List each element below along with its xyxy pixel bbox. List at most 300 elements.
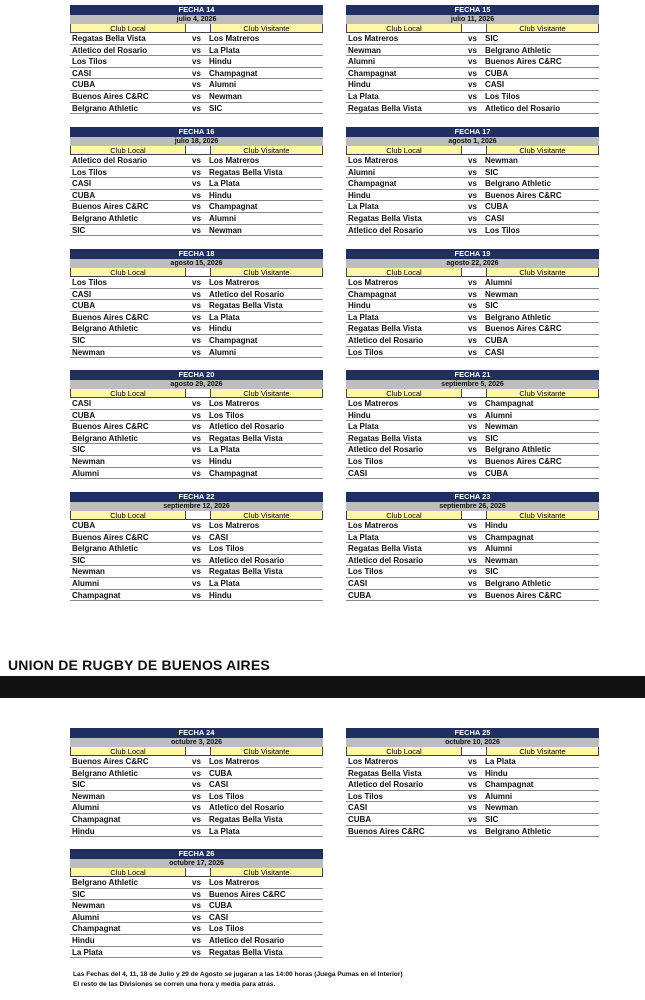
vs-label: vs <box>192 468 201 478</box>
match-row <box>346 779 599 791</box>
home-team: Champagnat <box>348 68 397 78</box>
match-row <box>70 578 323 590</box>
fixture-title: FECHA 19 <box>346 249 599 259</box>
footnote <box>73 970 403 990</box>
fixture-title: FECHA 17 <box>346 127 599 137</box>
match-row <box>70 347 323 359</box>
home-team: Belgrano Athletic <box>72 544 138 554</box>
away-team: La Plata <box>209 826 240 836</box>
match-row <box>346 826 599 838</box>
column-header-row <box>70 747 323 756</box>
away-team: Belgrano Athletic <box>485 445 551 455</box>
fixture-date: julio 4, 2026 <box>70 15 323 24</box>
home-team: CASI <box>72 289 92 299</box>
column-header-home: Club Local <box>71 511 185 519</box>
column-header-spacer <box>185 268 211 276</box>
match-row <box>346 56 599 68</box>
match-row <box>70 300 323 312</box>
column-header-row <box>346 747 599 756</box>
column-header-row <box>70 24 323 33</box>
home-team: Belgrano Athletic <box>72 433 138 443</box>
home-team: La Plata <box>72 947 103 957</box>
away-team: Champagnat <box>209 202 258 212</box>
away-team: Los Tilos <box>485 225 520 235</box>
match-row <box>346 566 599 578</box>
column-header-home: Club Local <box>347 24 461 32</box>
home-team: Atletico del Rosario <box>348 555 424 565</box>
footnote-line-2: El resto de las Divisiones se corren una hora y media para atrás. <box>73 981 276 988</box>
match-row <box>346 802 599 814</box>
away-team: Hindu <box>485 521 508 530</box>
column-header-spacer <box>185 511 211 519</box>
vs-label: vs <box>192 190 201 200</box>
vs-label: vs <box>192 791 201 801</box>
away-team: Buenos Aires C&RC <box>485 324 562 334</box>
home-team: Newman <box>348 45 381 55</box>
away-team: Buenos Aires C&RC <box>485 57 562 67</box>
vs-label: vs <box>192 757 201 766</box>
away-team: Los Matreros <box>209 521 260 530</box>
away-team: Buenos Aires C&RC <box>485 190 562 200</box>
home-team: Hindu <box>348 410 371 420</box>
home-team: Newman <box>72 347 105 357</box>
match-row <box>346 167 599 179</box>
fixture-title: FECHA 16 <box>70 127 323 137</box>
match-row <box>70 935 323 947</box>
home-team: Hindu <box>348 190 371 200</box>
home-team: La Plata <box>348 532 379 542</box>
match-row <box>70 566 323 578</box>
fixture-title: FECHA 25 <box>346 728 599 738</box>
away-team: Champagnat <box>209 335 258 345</box>
vs-label: vs <box>468 456 477 466</box>
vs-label: vs <box>192 45 201 55</box>
home-team: CASI <box>348 468 368 478</box>
vs-label: vs <box>468 289 477 299</box>
match-row <box>70 814 323 826</box>
column-header-row <box>346 511 599 520</box>
vs-label: vs <box>468 399 477 408</box>
home-team: SIC <box>72 445 86 455</box>
away-team: Los Tilos <box>209 544 244 554</box>
column-header-spacer <box>185 389 211 397</box>
match-row <box>70 532 323 544</box>
match-row <box>70 779 323 791</box>
match-row <box>70 79 323 91</box>
fixture-title: FECHA 22 <box>70 492 323 502</box>
home-team: SIC <box>72 225 86 235</box>
match-row <box>346 91 599 103</box>
fixture-date: octubre 3, 2026 <box>70 738 323 747</box>
away-team: Belgrano Athletic <box>485 179 551 189</box>
away-team: Alumni <box>485 791 513 801</box>
fixture-date: septiembre 26, 2026 <box>346 502 599 511</box>
column-header-away: Club Visitante <box>211 268 322 276</box>
match-row <box>70 791 323 803</box>
match-row <box>346 300 599 312</box>
home-team: Regatas Bella Vista <box>348 213 422 223</box>
match-row <box>346 347 599 359</box>
fixture-block <box>346 492 599 601</box>
fixture-date: agosto 29, 2026 <box>70 380 323 389</box>
vs-label: vs <box>192 57 201 67</box>
fixture-block <box>70 370 323 479</box>
column-header-spacer <box>461 24 487 32</box>
vs-label: vs <box>192 433 201 443</box>
away-team: Regatas Bella Vista <box>209 567 283 577</box>
fixture-date: septiembre 12, 2026 <box>70 502 323 511</box>
column-header-row <box>70 389 323 398</box>
column-header-spacer <box>185 747 211 755</box>
vs-label: vs <box>192 901 201 911</box>
match-row <box>70 900 323 912</box>
vs-label: vs <box>468 468 477 478</box>
home-team: Champagnat <box>348 179 397 189</box>
vs-label: vs <box>192 202 201 212</box>
away-team: Atletico del Rosario <box>485 103 561 113</box>
home-team: CUBA <box>72 80 96 90</box>
match-row <box>346 277 599 289</box>
vs-label: vs <box>192 335 201 345</box>
match-row <box>70 444 323 456</box>
column-header-home: Club Local <box>347 747 461 755</box>
vs-label: vs <box>468 590 477 600</box>
home-team: Regatas Bella Vista <box>348 433 422 443</box>
home-team: Buenos Aires C&RC <box>72 91 149 101</box>
fixture-title: FECHA 23 <box>346 492 599 502</box>
match-row <box>346 312 599 324</box>
away-team: Champagnat <box>485 399 534 408</box>
away-team: CUBA <box>485 335 509 345</box>
match-row <box>70 68 323 80</box>
match-row <box>346 543 599 555</box>
home-team: Champagnat <box>348 289 397 299</box>
fixture-block <box>70 127 323 236</box>
vs-label: vs <box>468 57 477 67</box>
page-title: UNION DE RUGBY DE BUENOS AIRES <box>8 657 270 673</box>
vs-label: vs <box>192 445 201 455</box>
away-team: Newman <box>209 91 242 101</box>
vs-label: vs <box>468 521 477 530</box>
fixture-date: agosto 15, 2026 <box>70 259 323 268</box>
away-team: Los Tilos <box>485 91 520 101</box>
home-team: Regatas Bella Vista <box>348 544 422 554</box>
home-team: Alumni <box>72 468 100 478</box>
match-row <box>346 468 599 480</box>
home-team: CASI <box>348 578 368 588</box>
match-row <box>70 912 323 924</box>
home-team: Newman <box>72 901 105 911</box>
vs-label: vs <box>192 422 201 432</box>
away-team: Newman <box>485 422 518 432</box>
fixture-date: septiembre 5, 2026 <box>346 380 599 389</box>
vs-label: vs <box>468 445 477 455</box>
home-team: CUBA <box>72 190 96 200</box>
vs-label: vs <box>192 532 201 542</box>
section-divider-band <box>0 676 645 698</box>
away-team: Newman <box>209 225 242 235</box>
away-team: Los Matreros <box>209 278 260 287</box>
home-team: CASI <box>72 68 92 78</box>
column-header-home: Club Local <box>71 747 185 755</box>
match-row <box>70 103 323 115</box>
vs-label: vs <box>468 555 477 565</box>
column-header-home: Club Local <box>347 146 461 154</box>
away-team: Buenos Aires C&RC <box>209 889 286 899</box>
away-team: Champagnat <box>209 468 258 478</box>
away-team: Los Matreros <box>209 34 260 43</box>
match-row <box>70 289 323 301</box>
home-team: Buenos Aires C&RC <box>348 826 425 836</box>
match-row <box>346 68 599 80</box>
vs-label: vs <box>468 422 477 432</box>
match-row <box>70 543 323 555</box>
vs-label: vs <box>192 347 201 357</box>
home-team: CUBA <box>348 814 372 824</box>
away-team: CUBA <box>485 68 509 78</box>
fixture-block <box>70 728 323 837</box>
home-team: Atletico del Rosario <box>72 156 148 165</box>
away-team: Newman <box>485 289 518 299</box>
away-team: CASI <box>485 347 505 357</box>
home-team: Alumni <box>348 167 376 177</box>
home-team: La Plata <box>348 312 379 322</box>
vs-label: vs <box>192 912 201 922</box>
match-row <box>70 398 323 410</box>
away-team: SIC <box>485 567 499 577</box>
away-team: SIC <box>485 814 499 824</box>
away-team: SIC <box>485 301 499 311</box>
away-team: CASI <box>209 532 229 542</box>
match-row <box>346 190 599 202</box>
home-team: La Plata <box>348 202 379 212</box>
fixture-block <box>346 5 599 114</box>
fixture-block <box>70 849 323 958</box>
vs-label: vs <box>192 578 201 588</box>
vs-label: vs <box>468 103 477 113</box>
home-team: SIC <box>72 889 86 899</box>
match-row <box>346 590 599 602</box>
vs-label: vs <box>468 202 477 212</box>
match-row <box>70 555 323 567</box>
match-row <box>346 398 599 410</box>
away-team: Champagnat <box>485 532 534 542</box>
match-row <box>346 410 599 422</box>
column-header-away: Club Visitante <box>211 747 322 755</box>
match-row <box>346 289 599 301</box>
match-row <box>70 312 323 324</box>
vs-label: vs <box>192 91 201 101</box>
vs-label: vs <box>192 768 201 778</box>
vs-label: vs <box>192 213 201 223</box>
vs-label: vs <box>192 312 201 322</box>
away-team: La Plata <box>209 312 240 322</box>
home-team: Los Tilos <box>72 57 107 67</box>
away-team: CASI <box>485 213 505 223</box>
away-team: CASI <box>485 80 505 90</box>
match-row <box>70 410 323 422</box>
home-team: Hindu <box>348 80 371 90</box>
column-header-home: Club Local <box>71 146 185 154</box>
home-team: Los Tilos <box>348 567 383 577</box>
match-row <box>70 433 323 445</box>
vs-label: vs <box>468 91 477 101</box>
away-team: Hindu <box>209 456 232 466</box>
match-row <box>70 468 323 480</box>
away-team: Alumni <box>485 278 513 287</box>
home-team: Los Tilos <box>348 791 383 801</box>
away-team: CASI <box>209 912 229 922</box>
vs-label: vs <box>192 103 201 113</box>
column-header-row <box>70 146 323 155</box>
vs-label: vs <box>468 532 477 542</box>
away-team: Buenos Aires C&RC <box>485 590 562 600</box>
match-row <box>70 590 323 602</box>
fixture-title: FECHA 24 <box>70 728 323 738</box>
vs-label: vs <box>468 803 477 813</box>
home-team: Los Tilos <box>348 347 383 357</box>
column-header-spacer <box>185 868 211 876</box>
match-row <box>346 155 599 167</box>
match-row <box>70 802 323 814</box>
fixture-block <box>346 370 599 479</box>
match-row <box>70 201 323 213</box>
match-row <box>70 33 323 45</box>
away-team: CUBA <box>485 202 509 212</box>
fixture-block <box>70 5 323 114</box>
away-team: Champagnat <box>209 68 258 78</box>
vs-label: vs <box>468 780 477 790</box>
away-team: Regatas Bella Vista <box>209 433 283 443</box>
match-row <box>70 768 323 780</box>
column-header-home: Club Local <box>347 389 461 397</box>
home-team: Newman <box>72 456 105 466</box>
column-header-spacer <box>185 24 211 32</box>
away-team: SIC <box>485 167 499 177</box>
match-row <box>346 45 599 57</box>
fixture-block <box>346 728 599 837</box>
fixture-block <box>346 249 599 358</box>
home-team: Atletico del Rosario <box>72 45 148 55</box>
away-team: Atletico del Rosario <box>209 289 285 299</box>
column-header-home: Club Local <box>71 24 185 32</box>
column-header-row <box>346 389 599 398</box>
home-team: Newman <box>72 567 105 577</box>
match-row <box>346 555 599 567</box>
vs-label: vs <box>192 179 201 189</box>
away-team: Alumni <box>209 80 237 90</box>
home-team: Champagnat <box>72 924 121 934</box>
match-row <box>346 532 599 544</box>
vs-label: vs <box>468 757 477 766</box>
fixture-block <box>70 492 323 601</box>
away-team: Los Tilos <box>209 410 244 420</box>
match-row <box>70 45 323 57</box>
home-team: Champagnat <box>72 814 121 824</box>
home-team: Los Tilos <box>72 167 107 177</box>
match-row <box>346 578 599 590</box>
home-team: Belgrano Athletic <box>72 213 138 223</box>
vs-label: vs <box>192 780 201 790</box>
vs-label: vs <box>192 814 201 824</box>
vs-label: vs <box>468 410 477 420</box>
match-row <box>70 277 323 289</box>
home-team: Buenos Aires C&RC <box>72 532 149 542</box>
away-team: Belgrano Athletic <box>485 312 551 322</box>
match-row <box>346 103 599 115</box>
match-row <box>70 826 323 838</box>
home-team: SIC <box>72 555 86 565</box>
match-row <box>70 335 323 347</box>
vs-label: vs <box>192 289 201 299</box>
vs-label: vs <box>192 301 201 311</box>
match-row <box>70 155 323 167</box>
home-team: Belgrano Athletic <box>72 103 138 113</box>
vs-label: vs <box>468 278 477 287</box>
match-row <box>70 923 323 935</box>
away-team: Hindu <box>209 190 232 200</box>
column-header-away: Club Visitante <box>487 747 598 755</box>
match-row <box>70 756 323 768</box>
vs-label: vs <box>192 878 201 887</box>
fixture-title: FECHA 26 <box>70 849 323 859</box>
home-team: Belgrano Athletic <box>72 878 138 887</box>
vs-label: vs <box>192 278 201 287</box>
column-header-away: Club Visitante <box>211 868 322 876</box>
vs-label: vs <box>192 521 201 530</box>
home-team: La Plata <box>348 91 379 101</box>
away-team: Los Matreros <box>209 878 260 887</box>
home-team: Hindu <box>72 935 95 945</box>
fixture-title: FECHA 15 <box>346 5 599 15</box>
home-team: Alumni <box>348 57 376 67</box>
home-team: Regatas Bella Vista <box>72 34 146 43</box>
column-header-home: Club Local <box>347 511 461 519</box>
home-team: CUBA <box>72 301 96 311</box>
away-team: Los Matreros <box>209 399 260 408</box>
column-header-spacer <box>461 747 487 755</box>
match-row <box>346 213 599 225</box>
match-row <box>70 190 323 202</box>
vs-label: vs <box>192 156 201 165</box>
home-team: Buenos Aires C&RC <box>72 422 149 432</box>
column-header-away: Club Visitante <box>487 389 598 397</box>
vs-label: vs <box>468 80 477 90</box>
away-team: Los Tilos <box>209 924 244 934</box>
fixture-date: agosto 22, 2026 <box>346 259 599 268</box>
home-team: Buenos Aires C&RC <box>72 312 149 322</box>
vs-label: vs <box>192 803 201 813</box>
fixture-title: FECHA 14 <box>70 5 323 15</box>
match-row <box>346 520 599 532</box>
match-row <box>346 201 599 213</box>
home-team: Los Matreros <box>348 278 399 287</box>
match-row <box>346 456 599 468</box>
away-team: Buenos Aires C&RC <box>485 456 562 466</box>
home-team: Newman <box>72 791 105 801</box>
vs-label: vs <box>468 68 477 78</box>
home-team: Hindu <box>348 301 371 311</box>
vs-label: vs <box>468 433 477 443</box>
column-header-away: Club Visitante <box>211 511 322 519</box>
away-team: Hindu <box>209 324 232 334</box>
away-team: La Plata <box>209 578 240 588</box>
match-row <box>70 323 323 335</box>
footnote-line-1: Las Fechas del 4, 11, 18 de Julio y 29 de Agosto se jugaran a las 14:00 horas (Juega Pumas en el Interior) <box>73 971 403 978</box>
home-team: Los Tilos <box>348 456 383 466</box>
away-team: La Plata <box>209 179 240 189</box>
match-row <box>346 323 599 335</box>
